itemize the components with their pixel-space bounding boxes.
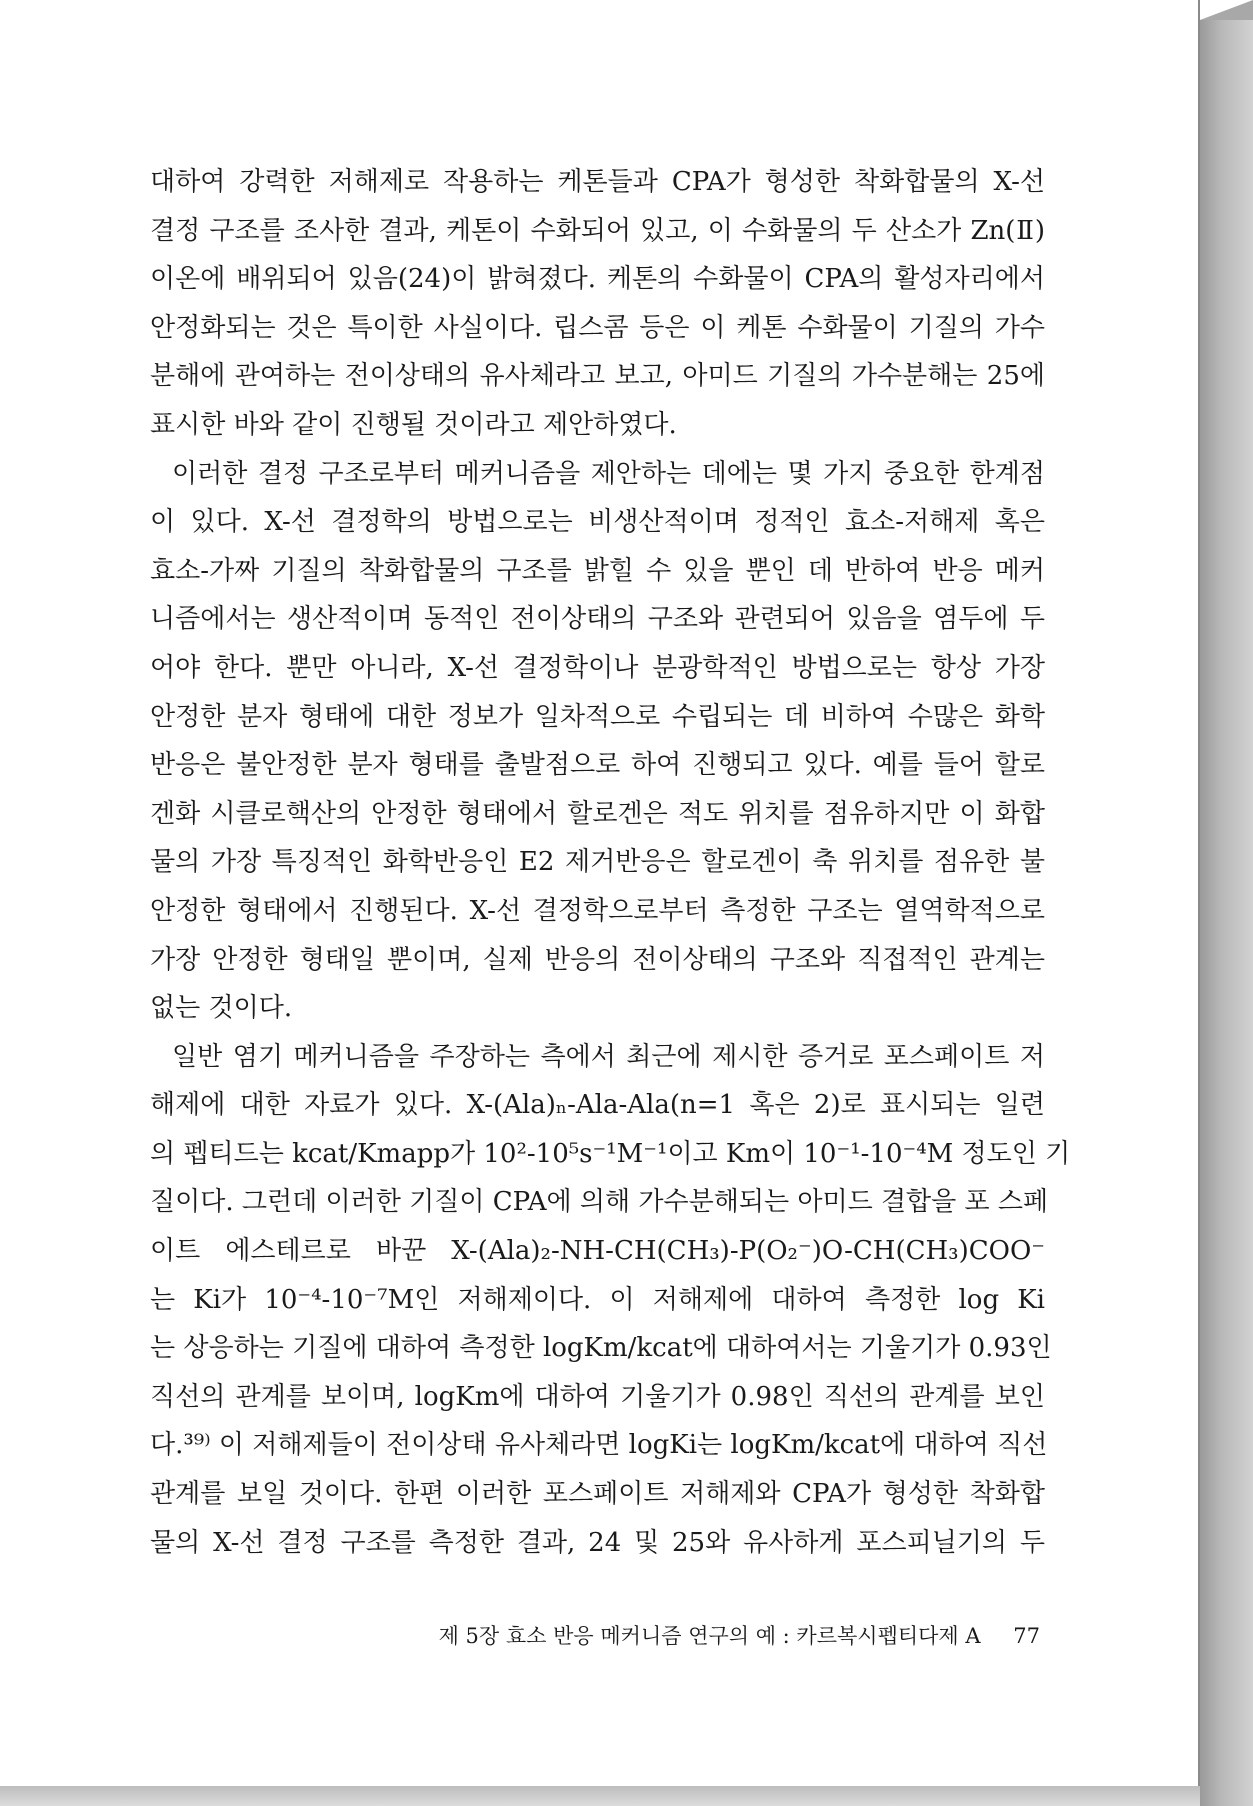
text-line: 반응은 불안정한 분자 형태를 출발점으로 하여 진행되고 있다. 예를 들어 할로 — [150, 750, 1045, 781]
text-line: 표시한 바와 같이 진행될 것이라고 제안하였다. — [150, 409, 677, 440]
text-line: 질이다. 그런데 이러한 기질이 CPA에 의해 가수분해되는 아미드 결합을 포 스페 — [150, 1187, 1049, 1218]
text-line: 해제에 대한 자료가 있다. X-(Ala)ₙ-Ala-Ala(n=1 혹은 2)로 표시되는 일련 — [150, 1090, 1045, 1121]
text-line: 결정 구조를 조사한 결과, 케톤이 수화되어 있고, 이 수화물의 두 산소가 Zn(Ⅱ) — [150, 215, 1045, 246]
text-line: 물의 X-선 결정 구조를 측정한 결과, 24 및 25와 유사하게 포스피닐기의 두 — [150, 1527, 1045, 1558]
page-edge-top — [1200, 0, 1253, 20]
text-line: 는 Ki가 10⁻⁴-10⁻⁷M인 저해제이다. 이 저해제에 대하여 측정한 log Ki — [150, 1284, 1045, 1315]
text-line: 니즘에서는 생산적이며 동적인 전이상태의 구조와 관련되어 있음을 염두에 두 — [150, 604, 1045, 635]
text-line: 어야 한다. 뿐만 아니라, X-선 결정학이나 분광학적인 방법으로는 항상 가장 — [150, 652, 1045, 683]
text-line: 효소-가짜 기질의 착화합물의 구조를 밝힐 수 있을 뿐인 데 반하여 반응 메커 — [150, 555, 1045, 586]
running-title: 제 5장 효소 반응 메커니즘 연구의 예 : 카르복시펩티다제 A — [438, 1624, 981, 1648]
text-line: 일반 염기 메커니즘을 주장하는 측에서 최근에 제시한 증거로 포스페이트 저 — [172, 1041, 1045, 1072]
text-line: 이 있다. X-선 결정학의 방법으로는 비생산적이며 정적인 효소-저해제 혹은 — [150, 507, 1045, 538]
text-line: 는 상응하는 기질에 대하여 측정한 logKm/kcat에 대하여서는 기울기가 0.93인 — [150, 1333, 1052, 1364]
text-line: 물의 가장 특징적인 화학반응인 E2 제거반응은 할로겐이 축 위치를 점유한 불 — [150, 847, 1045, 878]
page-edge-bottom — [0, 1786, 1200, 1806]
text-line: 의 펩티드는 kcat/Kmapp가 10²-10⁵s⁻¹M⁻¹이고 Km이 10⁻¹-10⁻⁴M 정도인 기 — [150, 1138, 1071, 1169]
text-line: 관계를 보일 것이다. 한편 이러한 포스페이트 저해제와 CPA가 형성한 착화합 — [150, 1479, 1045, 1510]
text-line: 분해에 관여하는 전이상태의 유사체라고 보고, 아미드 기질의 가수분해는 25에 — [150, 361, 1045, 392]
page-footer — [380, 1620, 1040, 1650]
text-line: 가장 안정한 형태일 뿐이며, 실제 반응의 전이상태의 구조와 직접적인 관계는 — [150, 944, 1045, 975]
text-line: 다.³⁹⁾ 이 저해제들이 전이상태 유사체라면 logKi는 logKm/kcat에 대하여 직선 — [150, 1430, 1048, 1461]
text-line: 대하여 강력한 저해제로 작용하는 케톤들과 CPA가 형성한 착화합물의 X-선 — [150, 167, 1045, 197]
body-text — [150, 158, 1071, 1567]
text-line: 이러한 결정 구조로부터 메커니즘을 제안하는 데에는 몇 가지 중요한 한계점 — [172, 458, 1045, 489]
text-line: 이트 에스테르로 바꾼 X-(Ala)₂-NH-CH(CH₃)-P(O₂⁻)O-CH(CH₃)COO⁻ — [150, 1236, 1045, 1267]
page-number: 77 — [1013, 1624, 1040, 1648]
text-line: 없는 것이다. — [150, 993, 293, 1024]
text-line: 안정화되는 것은 특이한 사실이다. 립스콤 등은 이 케톤 수화물이 기질의 가수 — [150, 312, 1045, 343]
page-edge-right — [1200, 20, 1253, 1806]
text-line: 안정한 형태에서 진행된다. X-선 결정학으로부터 측정한 구조는 열역학적으로 — [150, 895, 1045, 926]
text-line: 이온에 배위되어 있음(24)이 밝혀졌다. 케톤의 수화물이 CPA의 활성자리에서 — [150, 264, 1045, 295]
text-line: 직선의 관계를 보이며, logKm에 대하여 기울기가 0.98인 직선의 관계를 보인 — [150, 1381, 1045, 1412]
text-line: 겐화 시클로핵산의 안정한 형태에서 할로겐은 적도 위치를 점유하지만 이 화합 — [150, 798, 1045, 829]
text-line: 안정한 분자 형태에 대한 정보가 일차적으로 수립되는 데 비하여 수많은 화학 — [150, 701, 1045, 732]
